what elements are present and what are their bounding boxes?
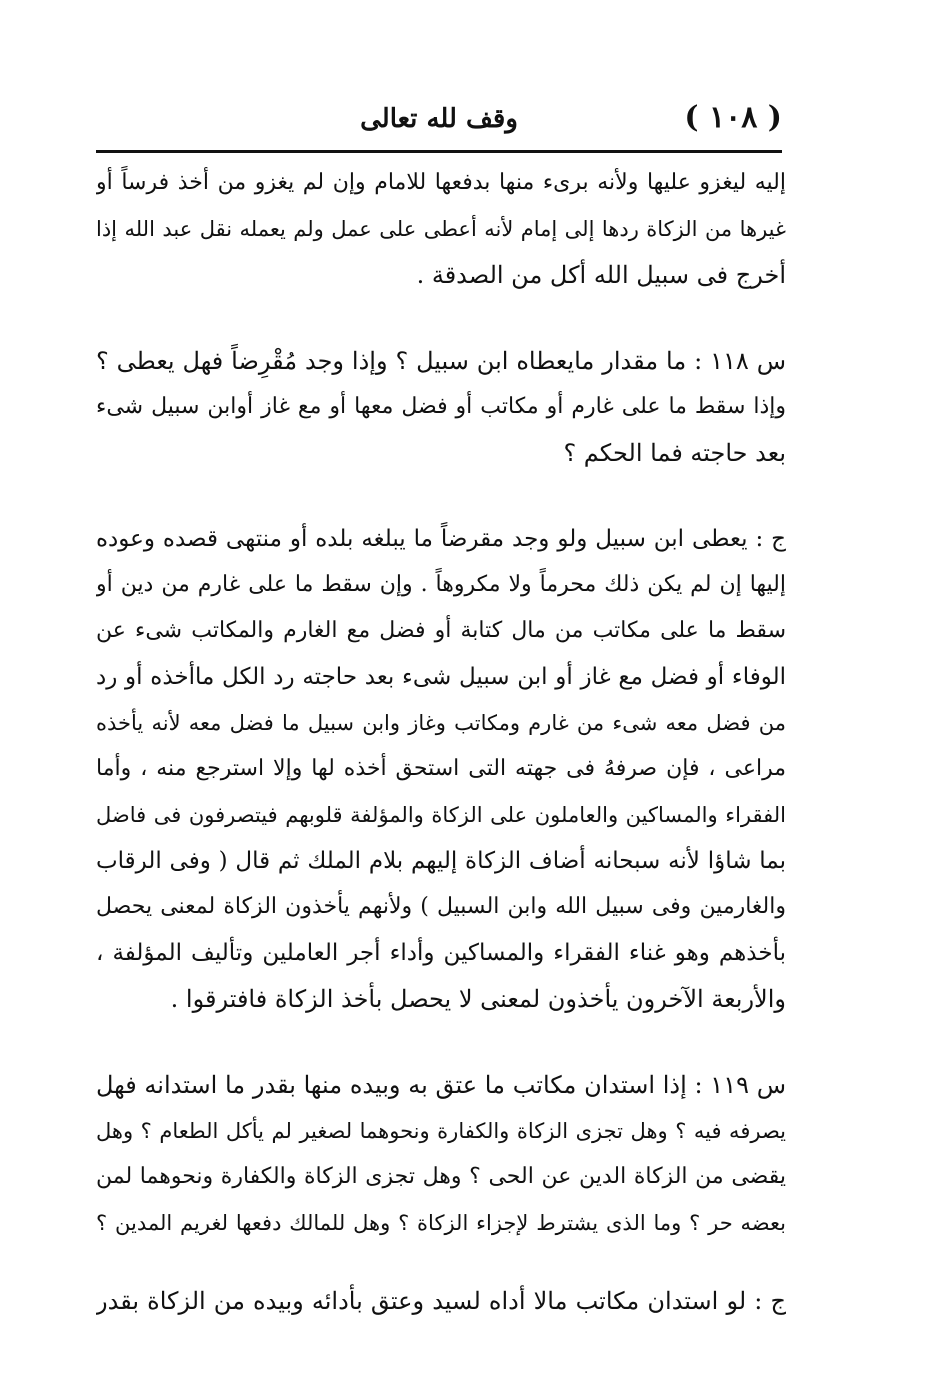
text-line: ج : يعطى ابن سبيل ولو وجد مقرضاً ما يبلغه بلده أو منتهى قصده وعوده	[96, 526, 786, 552]
answer-118	[96, 516, 786, 1022]
text-line: الوفاء أو فضل مع غاز أو ابن سبيل شىء بعد حاجته رد الكل ماأخذه أو رد	[96, 664, 786, 690]
text-line: بما شاؤا لأنه سبحانه أضاف الزكاة إليهم بلام الملك ثم قال ( وفى الرقاب	[96, 848, 786, 874]
text-line: مراعى ، فإن صرفهُ فى جهته التى استحق أخذه لها وإلا استرجع منه ، وأما	[96, 756, 786, 781]
text-line: والغارمين وفى سبيل الله وابن السبيل ) ولأنهم يأخذون الزكاة لمعنى يحصل	[96, 894, 786, 919]
text-line: بعد حاجته فما الحكم ؟	[563, 439, 786, 467]
question-118	[96, 338, 786, 476]
header-rule	[96, 150, 782, 153]
text-line: وإذا سقط ما على غارم أو مكاتب أو فضل معها أو مع غاز أوابن سبيل شىء	[96, 394, 786, 419]
paragraph-gap	[96, 476, 786, 516]
running-title: وقف لله تعالى	[360, 104, 518, 134]
answer-119	[96, 1278, 786, 1324]
text-line: إليها إن لم يكن ذلك محرماً ولا مكروهاً . وإن سقط ما على غارم من دين أو	[96, 572, 786, 597]
text-line: س ١١٩ : إذا استدان مكاتب ما عتق به وبيده منها بقدر ما استدانه فهل	[96, 1071, 786, 1099]
question-119	[96, 1062, 786, 1246]
paragraph-gap	[96, 298, 786, 338]
page-number: ( ١٠٨ )	[684, 100, 782, 135]
text-line: من فضل معه شىء من غارم ومكاتب وغاز وابن سبيل ما فضل معه لأنه يأخذه	[96, 711, 786, 735]
text-line: س ١١٨ : ما مقدار مايعطاه ابن سبيل ؟ وإذا وجد مُقْرِضاً فهل يعطى ؟	[96, 347, 786, 375]
text-line: غيرها من الزكاة ردها إلى إمام لأنه أعطى على عمل ولم يعمله نقل عبد الله إذا	[96, 217, 786, 241]
page-header	[96, 96, 782, 152]
paragraph-gap	[96, 1246, 786, 1278]
text-line: الفقراء والمساكين والعاملون على الزكاة والمؤلفة قلوبهم فيتصرفون فى فاضل	[96, 803, 786, 827]
text-line: ج : لو استدان مكاتب مالا أداه لسيد وعتق بأدائه وبيده من الزكاة بقدر	[96, 1287, 786, 1315]
text-line: بأخذهم وهو غناء الفقراء والمساكين وأداء أجر العاملين وتأليف المؤلفة ،	[96, 940, 786, 966]
text-line: بعضه حر ؟ وما الذى يشترط لإجزاء الزكاة ؟ وهل للمالك دفعها لغريم المدين ؟	[96, 1211, 786, 1235]
paragraph-continuation	[96, 160, 786, 298]
text-line: أخرج فى سبيل الله أكل من الصدقة .	[416, 261, 786, 289]
text-line: سقط ما على مكاتب من مال كتابة أو فضل مع الغارم والمكاتب شىء عن	[96, 618, 786, 643]
text-line: والأربعة الآخرون يأخذون لمعنى لا يحصل بأخذ الزكاة فافترقوا .	[170, 985, 786, 1013]
text-line: يصرفه فيه ؟ وهل تجزى الزكاة والكفارة ونحوهما لصغير لم يأكل الطعام ؟ وهل	[96, 1119, 786, 1143]
paragraph-gap	[96, 1022, 786, 1062]
page-body	[96, 160, 786, 1324]
text-line: إليه ليغزو عليها ولأنه برىء منها بدفعها للامام وإن لم يغزو من أخذ فرساً أو	[96, 170, 786, 195]
text-line: يقضى من الزكاة الدين عن الحى ؟ وهل تجزى الزكاة والكفارة ونحوهما لمن	[96, 1164, 786, 1189]
